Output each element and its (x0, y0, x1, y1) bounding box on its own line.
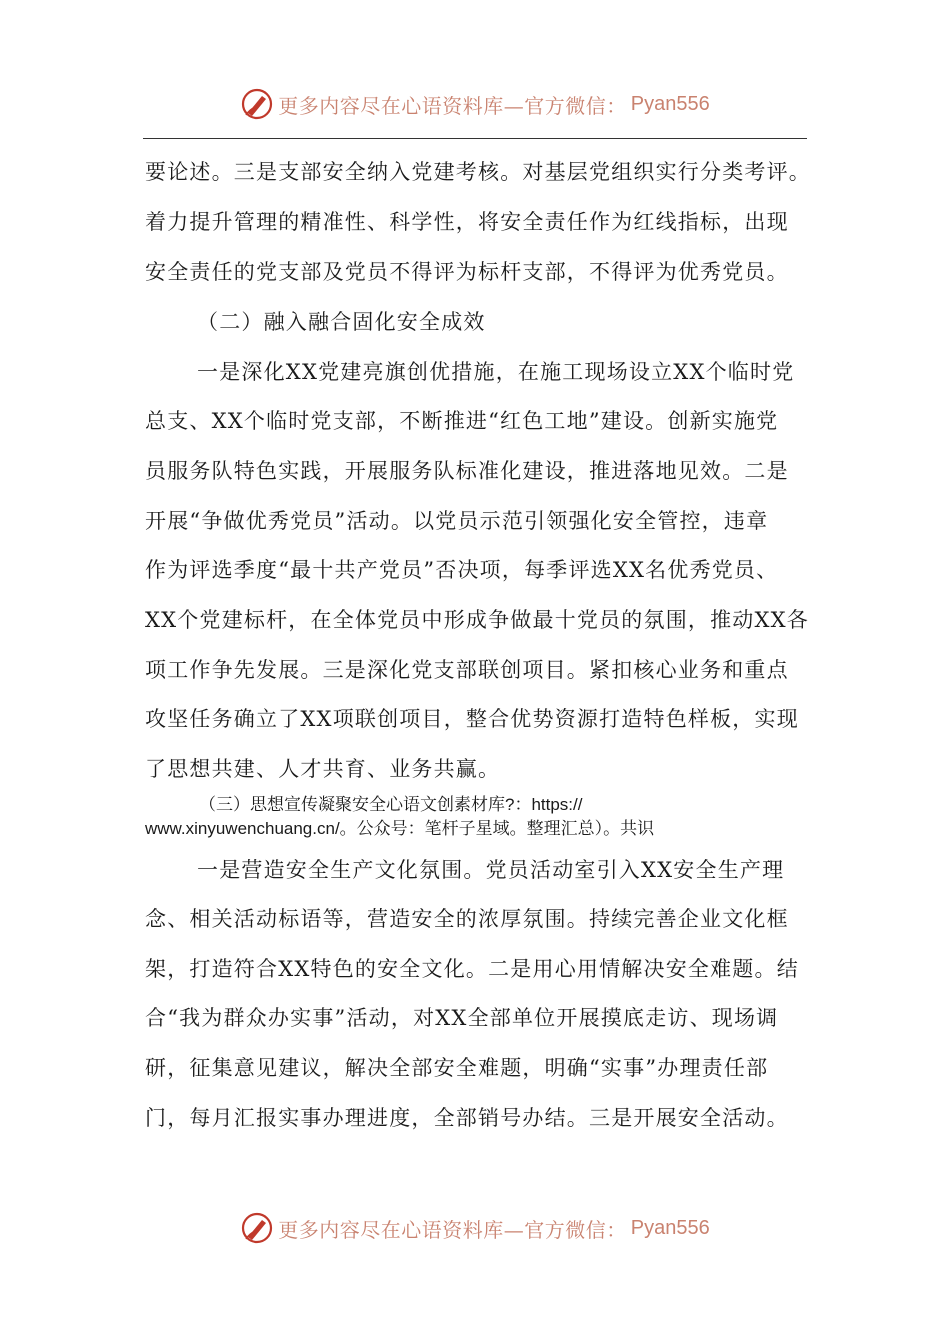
section-heading-continued: www.xinyuwenchuang.cn/。公众号：笔杆子星域。整理汇总）。共识 (145, 819, 655, 838)
body-line: XX个党建标杆，在全体党员中形成争做最十党员的氛围，推动XX各 (145, 608, 809, 632)
body-line: 门，每月汇报实事办理进度，全部销号办结。三是开展安全活动。 (145, 1106, 789, 1130)
section-heading: （二）融入融合固化安全成效 (197, 310, 486, 334)
pen-circle-logo-icon (240, 87, 274, 121)
header-divider (143, 138, 807, 139)
body-line: 研，征集意见建议，解决全部安全难题，明确“实事”办理责任部 (145, 1056, 769, 1080)
section-heading: （三）思想宣传凝聚安全心语文创素材库?：https:// (199, 795, 583, 814)
body-line: 安全责任的党支部及党员不得评为标杆支部，不得评为优秀党员。 (145, 260, 789, 284)
body-line: 一是营造安全生产文化氛围。党员活动室引入XX安全生产理 (197, 858, 785, 882)
banner-text: 更多内容尽在心语资料库—官方微信： (278, 1217, 627, 1242)
pen-circle-logo-icon (240, 1211, 274, 1245)
body-line: 总支、XX个临时党支部，不断推进“红色工地”建设。创新实施党 (145, 409, 779, 433)
header-banner (0, 84, 950, 124)
body-line: 作为评选季度“最十共产党员”否决项，每季评选XX名优秀党员、 (145, 558, 779, 582)
banner-wechat-id: Pyan556 (630, 92, 710, 115)
body-line: 要论述。三是支部安全纳入党建考核。对基层党组织实行分类考评。 (145, 160, 811, 184)
body-line: 着力提升管理的精准性、科学性，将安全责任作为红线指标，出现 (145, 210, 789, 234)
footer-banner (0, 1208, 950, 1248)
banner-wechat-id: Pyan556 (630, 1216, 710, 1239)
body-line: 开展“争做优秀党员”活动。以党员示范引领强化安全管控，违章 (145, 509, 769, 533)
body-line: 架，打造符合XX特色的安全文化。二是用心用情解决安全难题。结 (145, 957, 799, 981)
body-line: 员服务队特色实践，开展服务队标准化建设，推进落地见效。二是 (145, 459, 789, 483)
body-line: 一是深化XX党建亮旗创优措施，在施工现场设立XX个临时党 (197, 360, 795, 384)
body-line: 了思想共建、人才共育、业务共赢。 (145, 757, 501, 781)
body-line: 念、相关活动标语等，营造安全的浓厚氛围。持续完善企业文化框 (145, 907, 789, 931)
banner-text: 更多内容尽在心语资料库—官方微信： (278, 93, 627, 118)
body-line: 攻坚任务确立了XX项联创项目，整合优势资源打造特色样板，实现 (145, 707, 799, 731)
body-line: 合“我为群众办实事”活动，对XX全部单位开展摸底走访、现场调 (145, 1006, 779, 1030)
body-line: 项工作争先发展。三是深化党支部联创项目。紧扣核心业务和重点 (145, 658, 789, 682)
